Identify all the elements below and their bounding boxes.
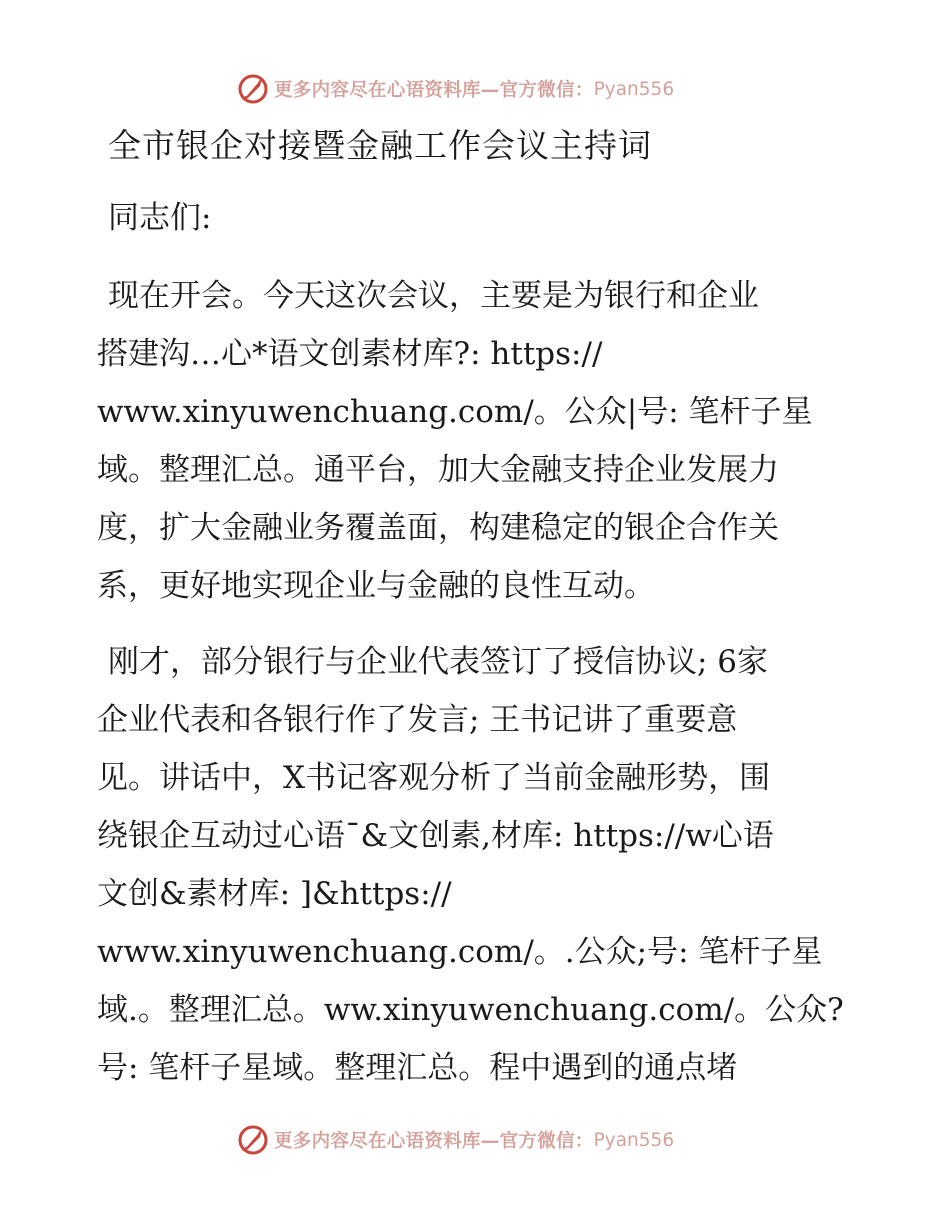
paragraph-2-line-1: 刚才，部分银行与企业代表签订了授信协议; 6家 (108, 644, 769, 680)
document-title: 全市银企对接暨金融工作会议主持词 (108, 126, 652, 165)
greeting: 同志们: (108, 200, 212, 236)
paragraph-1-line-2: 搭建沟…心*语文创素材库?: https:// (97, 336, 603, 372)
paragraph-2-line-3: 见。讲话中，X书记客观分析了当前金融形势，围 (97, 760, 771, 796)
banner-text: 更多内容尽在心语资料库—官方微信： (274, 80, 594, 101)
quill-logo-icon (236, 72, 270, 106)
paragraph-1-line-1: 现在开会。今天这次会议，主要是为银行和企业 (108, 278, 759, 314)
paragraph-2-line-8: 号: 笔杆子星域。整理汇总。程中遇到的通点堵 (97, 1050, 738, 1086)
paragraph-1-line-3: www.xinyuwenchuang.com/。公众|号: 笔杆子星 (97, 394, 813, 430)
paragraph-2-line-4: 绕银企互动过心语¯&文创素,材库: https://w心语 (97, 818, 774, 854)
banner-text: 更多内容尽在心语资料库—官方微信： (274, 1131, 594, 1152)
banner-contact: Pyan556 (593, 78, 675, 100)
paragraph-1-line-6: 系，更好地实现企业与金融的良性互动。 (97, 568, 655, 604)
paragraph-2-line-5: 文创&素材库: ]&https:// (97, 876, 452, 912)
paragraph-2-line-7: 域.。整理汇总。ww.xinyuwenchuang.com/。公众? (97, 992, 844, 1028)
paragraph-2-line-6: www.xinyuwenchuang.com/。.公众;号: 笔杆子星 (97, 934, 823, 970)
paragraph-2-line-2: 企业代表和各银行作了发言; 王书记讲了重要意 (97, 702, 738, 738)
footer-banner (236, 1123, 674, 1157)
quill-logo-icon (236, 1123, 270, 1157)
banner-contact: Pyan556 (593, 1129, 675, 1151)
header-banner (236, 72, 674, 106)
paragraph-1-line-4: 域。整理汇总。通平台，加大金融支持企业发展力 (97, 452, 779, 488)
paragraph-1-line-5: 度，扩大金融业务覆盖面，构建稳定的银企合作关 (97, 510, 779, 546)
